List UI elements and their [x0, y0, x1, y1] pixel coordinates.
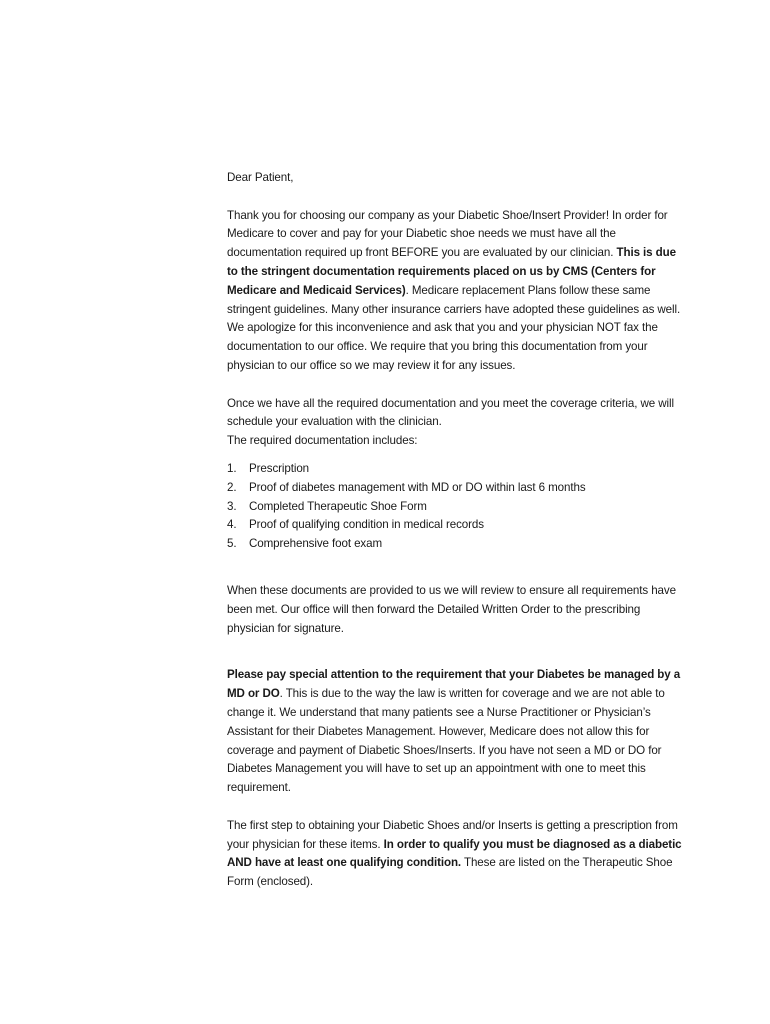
list-item-number: 4. — [227, 518, 237, 532]
letter-body — [227, 169, 687, 892]
list-item-number: 2. — [227, 480, 237, 494]
spacer — [227, 554, 687, 582]
list-item-number: 5. — [227, 537, 237, 551]
paragraph-first-step-text: The first step to obtaining your Diabetic Shoes and/or Inserts is getting a prescription from your physician for these items. — [227, 818, 678, 851]
paragraph-first-step-bold: In order to qualify you must be diagnosed as a diabetic AND have at least one qualifying condition. — [227, 837, 682, 870]
list-item-text: Proof of diabetes management with MD or DO within last 6 months — [249, 480, 586, 494]
list-item-number: 3. — [227, 499, 237, 513]
salutation: Dear Patient, — [227, 171, 294, 184]
spacer — [227, 638, 687, 666]
paragraph-first-step — [227, 817, 687, 892]
paragraph-md-do-bold: Please pay special attention to the requirement that your Diabetes be managed by a MD or DO — [227, 668, 681, 701]
paragraph-intro-text: Thank you for choosing our company as your Diabetic Shoe/Insert Provider! In order for Medicare to cover and pay for your Diabetic shoe needs we must have all the documentation required up front BEFORE you are evaluated by our clinician. — [227, 208, 668, 260]
paragraph-intro-rest: . Medicare replacement Plans follow these same stringent guidelines. Many other insurance carriers have adopted these guidelines as well. We apologize for this inconvenience and ask that you and your physician NOT fax the documentation to our office. We require that you bring this documentation from your physician to our office so we may review it for any issues. — [227, 283, 681, 372]
required-documents-list — [227, 460, 687, 554]
list-item-text: Completed Therapeutic Shoe Form — [249, 499, 427, 513]
paragraph-coverage: Once we have all the required documentation and you meet the coverage criteria, we will schedule your evaluation with the clinician. — [227, 396, 674, 429]
list-item — [227, 498, 687, 517]
list-item — [227, 479, 687, 498]
list-item-text: Proof of qualifying condition in medical records — [249, 518, 484, 532]
list-item — [227, 516, 687, 535]
list-item-text: Prescription — [249, 461, 310, 475]
paragraph-required-heading: The required documentation includes: — [227, 434, 418, 448]
list-item-text: Comprehensive foot exam — [249, 537, 383, 551]
list-item — [227, 460, 687, 479]
paragraph-intro — [227, 207, 687, 376]
list-item-number: 1. — [227, 461, 237, 475]
paragraph-md-do-rest: . This is due to the way the law is written for coverage and we are not able to change it. We understand that many patients see a Nurse Practitioner or Physician’s Assistant for their Diabetes Management. However, Medicare does not allow this for coverage and payment of Diabetic Shoes/Inserts. If you have not seen a MD or DO for Diabetes Management you will have to set up an appointment with one to meet this requirement. — [227, 687, 665, 795]
paragraph-review: When these documents are provided to us we will review to ensure all requirements have been met. Our office will then forward the Detailed Written Order to the prescribing physician for signature. — [227, 583, 676, 635]
list-item — [227, 535, 687, 554]
paragraph-md-do-requirement — [227, 666, 687, 798]
paragraph-first-step-rest: These are listed on the Therapeutic Shoe Form (enclosed). — [227, 856, 673, 889]
paragraph-intro-bold: This is due to the stringent documentation requirements placed on us by CMS (Centers for Medicare and Medicaid Services) — [227, 246, 676, 297]
